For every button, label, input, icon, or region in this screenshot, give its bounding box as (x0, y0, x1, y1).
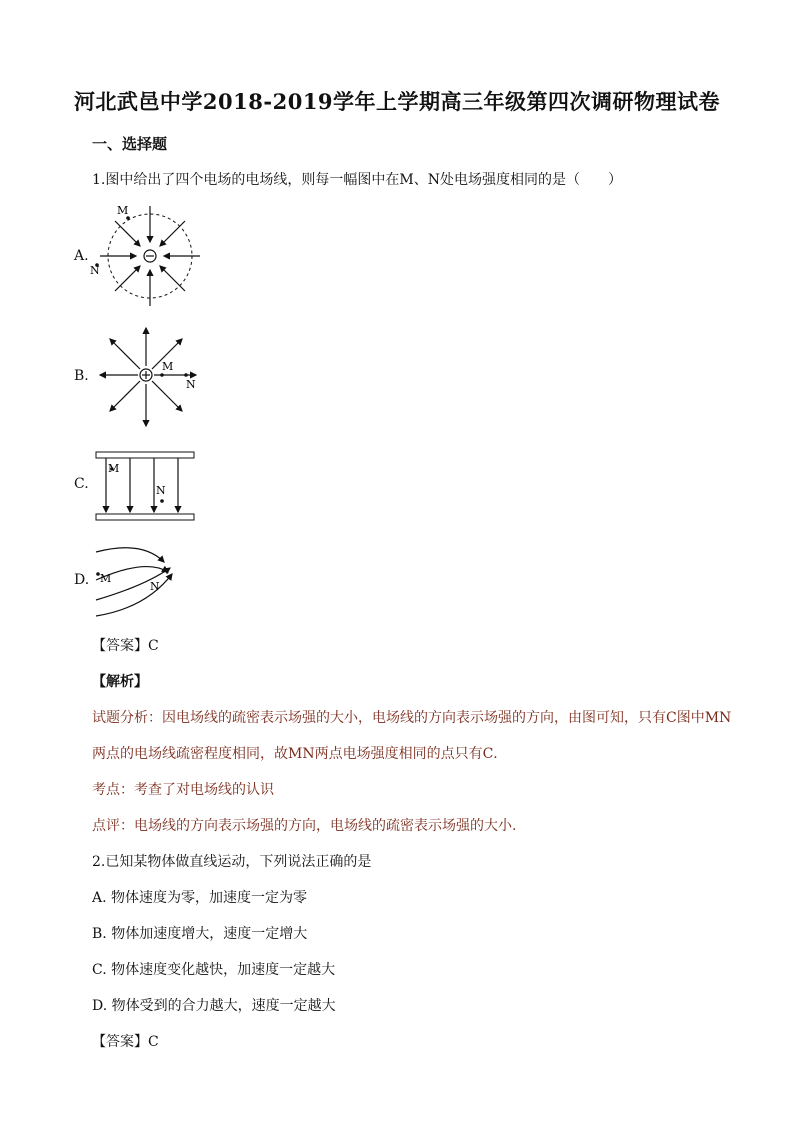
question-2-answer: 【答案】C (92, 1034, 159, 1050)
point-n-label: N (90, 264, 100, 277)
svg-text:N: N (156, 484, 166, 497)
question-1-analysis-heading: 【解析】 (92, 674, 148, 690)
svg-text:N: N (186, 378, 196, 391)
svg-text:M: M (108, 462, 120, 475)
option-b-label: B. (74, 368, 89, 384)
diagram-a-negative-charge (90, 198, 210, 308)
page-title: 河北武邑中学2018-2019学年上学期高三年级第四次调研物理试卷 (73, 89, 721, 114)
question-1-answer: 【答案】C (92, 638, 159, 654)
question-1-stem: 1.图中给出了四个电场的电场线，则每一幅图中在M、N处电场强度相同的是（ ） (92, 172, 622, 188)
point-m-label: M (117, 204, 129, 217)
diagram-b-positive-charge (92, 322, 207, 432)
svg-text:M: M (100, 572, 112, 585)
question-2-stem: 2.已知某物体做直线运动，下列说法正确的是 (92, 854, 372, 870)
diagram-c-uniform-field (94, 446, 199, 526)
option-a-label: A. (74, 248, 89, 264)
question-2-option-b: B. 物体加速度增大，速度一定增大 (92, 926, 308, 942)
svg-text:M: M (162, 360, 174, 373)
section-heading: 一、选择题 (92, 135, 168, 153)
question-2-option-a: A. 物体速度为零，加速度一定为零 (92, 890, 308, 906)
diagram-d-curved-field (92, 536, 182, 621)
question-1-dianping: 点评：电场线的方向表示场强的方向，电场线的疏密表示场强的大小. (92, 818, 517, 834)
question-2-option-d: D. 物体受到的合力越大，速度一定越大 (92, 998, 336, 1014)
question-1-analysis-line-1: 试题分析：因电场线的疏密表示场强的大小，电场线的方向表示场强的方向，由图可知，只有C图中MN (92, 710, 732, 726)
question-2-option-c: C. 物体速度变化越快，加速度一定越大 (92, 962, 336, 978)
option-d-label: D. (74, 572, 90, 588)
option-c-label: C. (74, 476, 89, 492)
question-1-analysis-line-2: 两点的电场线疏密程度相同，故MN两点电场强度相同的点只有C． (92, 746, 508, 762)
question-1-kaodian: 考点：考查了对电场线的认识 (92, 782, 274, 798)
svg-text:N: N (150, 580, 160, 593)
